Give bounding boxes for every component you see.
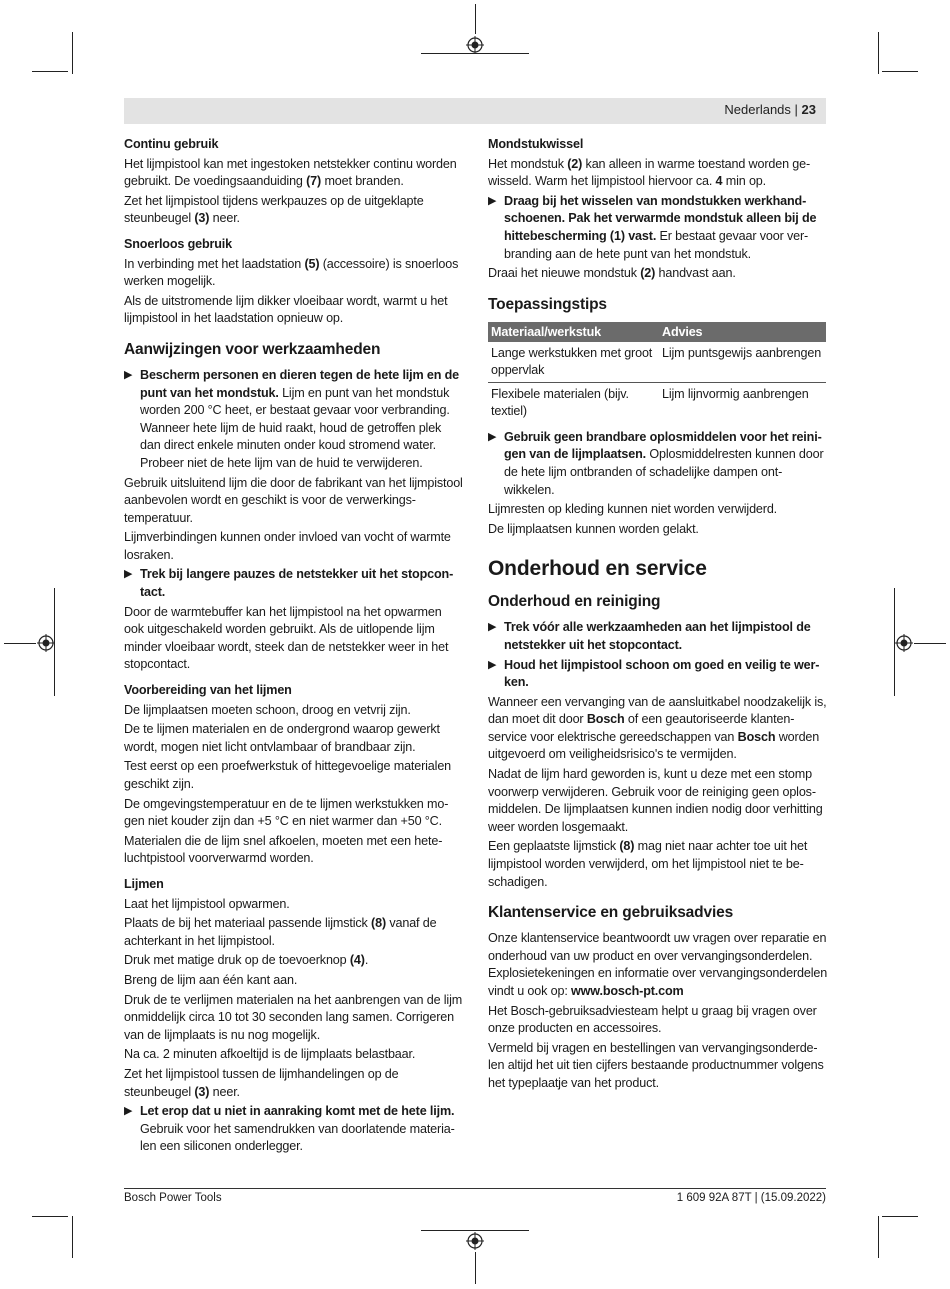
crop-mark [72, 1216, 73, 1258]
paragraph: Test eerst op een proefwerkstuk of hittegevoelige materialen geschikt zijn. [124, 759, 452, 791]
warning-bullet: ▶ Trek vóór alle werkzaamheden aan het lijmpistool de netstekker uit het stopcontact. [488, 620, 811, 652]
crop-mark [54, 588, 55, 696]
crop-mark [72, 32, 73, 74]
table-cell: Flexibele materialen (bijv. textiel) [491, 386, 629, 418]
footer-divider [124, 1188, 826, 1189]
crop-mark [32, 71, 68, 72]
warning-bullet: ▶ Bescherm personen en dieren tegen de hete lijm en de punt van het mondstuk. Lijm en punt van het mondstuk worden 200 °C heet, er bestaat gevaar voor verbranding. Wanneer hete lijm de huid raakt, houd de getroffen plek dan direct enkele minuten onder koud stromend water. Probeer niet de hete lijm van de huid te verwijderen. [124, 367, 460, 470]
paragraph: Lijmverbindingen kunnen onder invloed van vocht of warmte losraken. [124, 530, 451, 562]
crop-mark [882, 71, 918, 72]
table-cell: Lijm lijnvormig aanbrengen [662, 386, 809, 401]
section-heading: Mondstukwissel [488, 137, 584, 151]
warning-bullet: ▶ Let erop dat u niet in aanraking komt met de hete lijm. Gebruik voor het samendrukken van doorlatende materialen een siliconen onderlegger. [124, 1104, 455, 1154]
paragraph: Druk de te verlijmen materialen na het aanbrengen van de lijm onmiddelijk circa 10 tot 30 seconden lang samen. Corrigeren van de lijmplaats is nu nog mogelijk. [124, 992, 463, 1042]
registration-mark-icon [895, 634, 913, 652]
section-heading: Voorbereiding van het lijmen [124, 683, 292, 698]
paragraph: Een geplaatste lijmstick (8) mag niet naar achter toe uit het lijmpistool worden verwijderd, om het lijmpistool niet te beschadigen. [488, 839, 808, 889]
warning-bullet: ▶ Gebruik geen brandbare oplosmiddelen voor het reinigen van de lijmplaatsen. Oplosmiddelresten kunnen door de hete lijm ontbranden of schadelijke dampen ontwikkelen. [488, 429, 824, 497]
section-heading: Lijmen [124, 876, 164, 891]
table-header: Materiaal/werkstuk [488, 322, 659, 342]
page-number: 23 [801, 102, 816, 117]
section-heading: Klantenservice en gebruiksadvies [488, 904, 734, 922]
paragraph: Druk met matige druk op de toevoerknop (4). [124, 953, 369, 968]
paragraph: Het mondstuk (2) kan alleen in warme toestand worden gewisseld. Warm het lijmpistool hiervoor ca. 4 min op. [488, 156, 811, 189]
registration-mark-icon [37, 634, 55, 652]
table-cell: Lijm puntsgewijs aanbrengen [659, 342, 826, 383]
crop-mark [32, 1216, 68, 1217]
paragraph: De lijmplaatsen moeten schoon, droog en vetvrij zijn. [124, 702, 411, 717]
paragraph: Lijmresten op kleding kunnen niet worden verwijderd. [488, 502, 778, 517]
paragraph: De te lijmen materialen en de ondergrond waarop gewerkt wordt, mogen niet licht ontvlambaar of brandbaar zijn. [124, 722, 440, 754]
paragraph: Plaats de bij het materiaal passende lijmstick (8) vanaf de achterkant in het lijmpistool. [124, 916, 437, 948]
section-heading: Onderhoud en reiniging [488, 593, 661, 611]
crop-mark [4, 643, 36, 644]
bullet-arrow-icon: ▶ [488, 194, 497, 207]
registration-mark-icon [466, 36, 484, 54]
paragraph: Nadat de lijm hard geworden is, kunt u deze met een stomp voorwerp verwijderen. Gebruik voor de reiniging geen oplosmiddelen. De lijmplaatsen kunnen indien nodig door verhitting weer worden losgemaakt. [488, 767, 823, 834]
paragraph: Het Bosch-gebruiksadviesteam helpt u graag bij vragen over onze producten en accessoires. [488, 1003, 817, 1036]
crop-mark [421, 53, 529, 54]
bullet-arrow-icon: ▶ [124, 1105, 133, 1118]
table-row [488, 342, 826, 383]
paragraph: Gebruik uitsluitend lijm die door de fabrikant van het lijmpistool aanbevolen wordt en geschikt is voor de verwerkingstemperatuur. [124, 475, 463, 525]
paragraph: In verbinding met het laadstation (5) (accessoire) is snoerloos werken mogelijk. [124, 256, 459, 289]
section-heading: Continu gebruik [124, 137, 219, 151]
footer-doc-number: 1 609 92A 87T | (15.09.2022) [676, 1192, 826, 1204]
paragraph: Als de uitstromende lijm dikker vloeibaar wordt, warmt u het lijmpistool in het laadstation opnieuw op. [124, 293, 448, 326]
bullet-arrow-icon: ▶ [488, 621, 497, 634]
table-row [488, 382, 826, 423]
paragraph: Vermeld bij vragen en bestellingen van vervangingsonderdelen altijd het uit tien cijfers bestaande productnummer volgens het typeplaatje van het product. [488, 1040, 824, 1090]
section-heading: Toepassingstips [488, 295, 607, 313]
right-column [488, 136, 828, 1095]
paragraph: Wanneer een vervanging van de aansluitkabel noodzakelijk is, dan moet dit door Bosch of een geautoriseerde klantenservice voor elektrische gereedschappen van Bosch worden uitgevoerd om veiligheidsrisico's te vermijden. [488, 694, 827, 762]
crop-mark [882, 1216, 918, 1217]
crop-mark [421, 1230, 529, 1231]
paragraph: Door de warmtebuffer kan het lijmpistool na het opwarmen ook uitgeschakeld worden gebruikt. Als de uitlopende lijm minder vloeibaar wordt, steek dan de netstekker weer in het stopcontact. [124, 604, 449, 672]
crop-mark [894, 588, 895, 696]
header-label: Nederlands | 23 [724, 102, 816, 117]
bullet-arrow-icon: ▶ [488, 430, 497, 443]
bullet-arrow-icon: ▶ [124, 568, 133, 581]
bullet-arrow-icon: ▶ [488, 658, 497, 671]
paragraph: De omgevingstemperatuur en de te lijmen werkstukken mogen niet kouder zijn dan +5 °C en niet warmer dan +50 °C. [124, 796, 449, 829]
tips-table [488, 322, 826, 423]
header-language: Nederlands [724, 102, 791, 117]
warning-bullet: ▶ Trek bij langere pauzes de netstekker uit het stopcontact. [124, 567, 454, 600]
chapter-heading: Onderhoud en service [488, 557, 707, 581]
paragraph: Breng de lijm aan één kant aan. [124, 972, 298, 987]
paragraph: Draai het nieuwe mondstuk (2) handvast aan. [488, 266, 736, 281]
warning-bullet: ▶ Draag bij het wisselen van mondstukken werkhandschoenen. Pak het verwarmde mondstuk alleen bij de hittebescherming (1) vast. Er bestaat gevaar voor verbranding aan de hete punt van het mondstuk. [488, 193, 817, 261]
page-header [124, 98, 826, 124]
crop-mark [914, 643, 946, 644]
paragraph: Onze klantenservice beantwoordt uw vragen over reparatie en onderhoud van uw product en over vervangingsonderdelen. Explosietekeningen en informatie over vervangingsonderdelen vindt u ook op: www.bosch-pt.com [488, 931, 828, 998]
table-header: Advies [659, 322, 826, 342]
crop-mark [475, 4, 476, 34]
section-heading: Snoerloos gebruik [124, 236, 233, 251]
paragraph: Zet het lijmpistool tijdens werkpauzes op de uitgeklapte steunbeugel (3) neer. [124, 193, 424, 226]
table-cell: Lange werkstukken met groot oppervlak [488, 342, 659, 383]
paragraph: De lijmplaatsen kunnen worden gelakt. [488, 521, 699, 536]
warning-bullet: ▶ Houd het lijmpistool schoon om goed en veilig te werken. [488, 657, 820, 690]
left-column [124, 136, 464, 1158]
footer-brand: Bosch Power Tools [124, 1192, 222, 1204]
section-heading: Aanwijzingen voor werkzaamheden [124, 340, 381, 358]
paragraph: Materialen die de lijm snel afkoelen, moeten met een heteluchtpistool voorverwarmd worden. [124, 833, 443, 866]
crop-mark [475, 1252, 476, 1284]
crop-mark [878, 32, 879, 74]
crop-mark [878, 1216, 879, 1258]
paragraph: Laat het lijmpistool opwarmen. [124, 896, 290, 911]
website-link[interactable]: www.bosch-pt.com [571, 984, 684, 998]
bullet-arrow-icon: ▶ [124, 368, 133, 381]
paragraph: Zet het lijmpistool tussen de lijmhandelingen op de steunbeugel (3) neer. [124, 1066, 399, 1099]
paragraph: Het lijmpistool kan met ingestoken netstekker continu worden gebruikt. De voedingsaanduiding (7) moet branden. [124, 156, 457, 189]
registration-mark-icon [466, 1232, 484, 1250]
paragraph: Na ca. 2 minuten afkoeltijd is de lijmplaats belastbaar. [124, 1047, 416, 1062]
